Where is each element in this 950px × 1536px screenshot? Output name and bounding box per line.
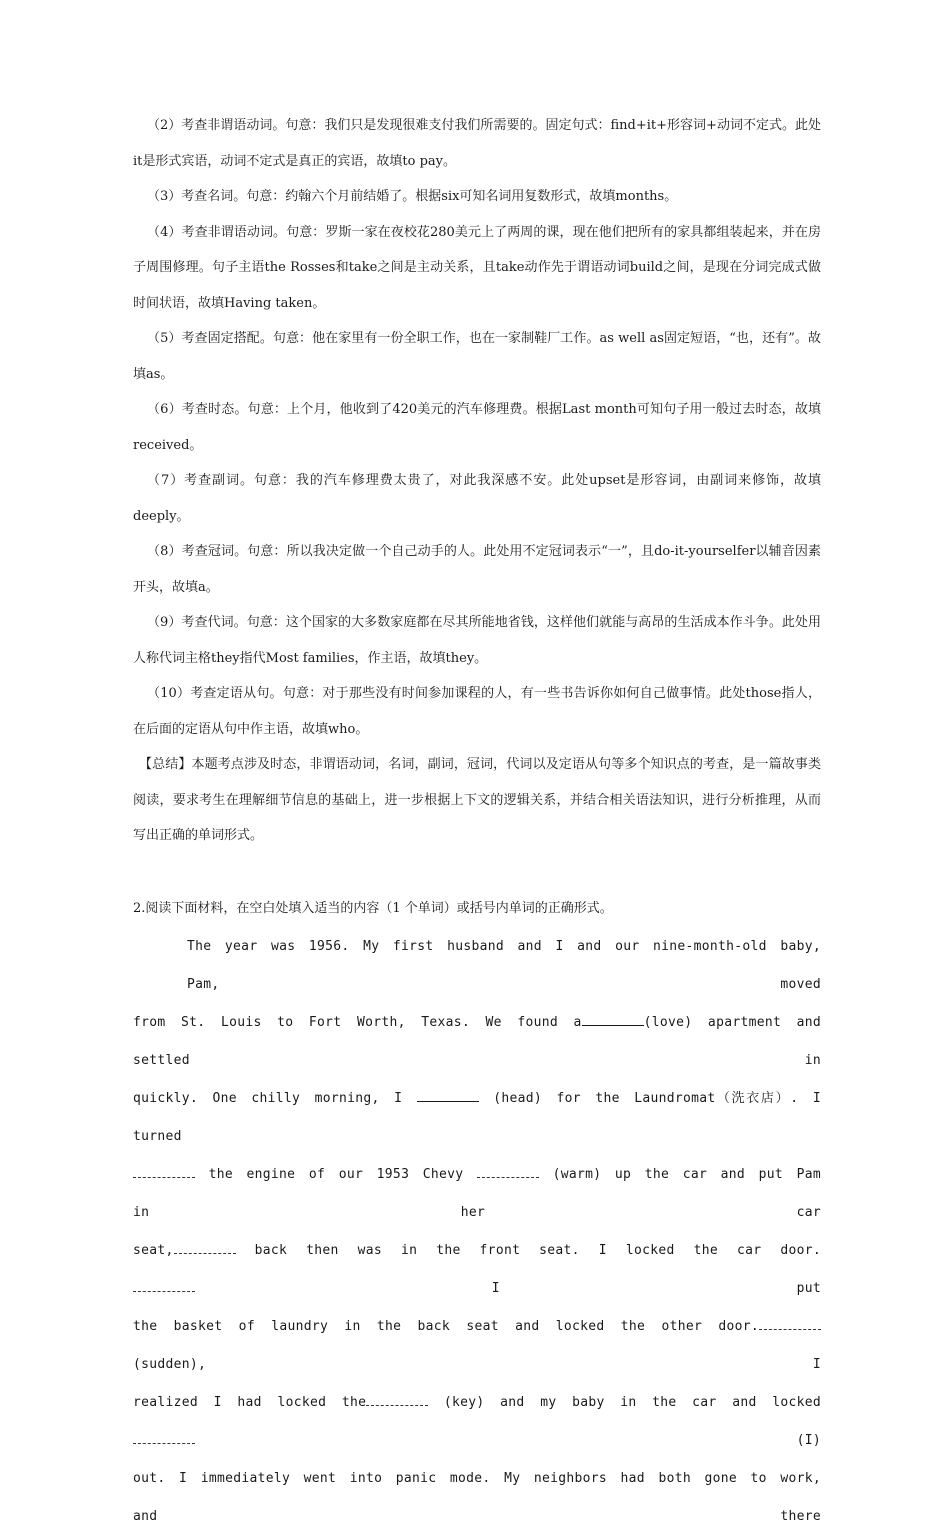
answer-blank[interactable]: [133, 1165, 195, 1178]
explanation-item: （6）考查时态。句意：上个月，他收到了420美元的汽车修理费。根据Last month可知句子用一般过去时态，故填received。: [133, 402, 821, 453]
passage-text: (sudden), I: [133, 1356, 821, 1372]
explanation-item: （5）考查固定搭配。句意：他在家里有一份全职工作，也在一家制鞋厂工作。as well as固定短语，“也，还有”。故填as。: [133, 331, 821, 382]
passage-line: [133, 1232, 821, 1308]
answer-blank[interactable]: [477, 1165, 539, 1178]
passage-text: out. I immediately went into panic mode. My neighbors had both gone to work, and there: [133, 1470, 821, 1524]
explanation-item: （8）考查冠词。句意：所以我决定做一个自己动手的人。此处用不定冠词表示“一”，且do-it-yourselfer以辅音因素开头，故填a。: [133, 544, 821, 595]
answer-blank[interactable]: [133, 1431, 195, 1444]
explanation-item: （3）考查名词。句意：约翰六个月前结婚了。根据six可知名词用复数形式，故填months。: [147, 189, 678, 204]
answer-blank[interactable]: [582, 1013, 644, 1026]
passage-text: seat,: [133, 1242, 174, 1258]
question-2-instruction: 2.阅读下面材料，在空白处填入适当的内容（1 个单词）或括号内单词的正确形式。: [133, 900, 613, 916]
passage-line: [133, 1384, 821, 1460]
passage-text: (love) apartment and settled in: [133, 1014, 821, 1068]
explanation-list: [133, 108, 821, 854]
answer-blank[interactable]: [133, 1279, 195, 1292]
explanation-item: （4）考查非谓语动词。句意：罗斯一家在夜校花280美元上了两周的课，现在他们把所有的家具都组装起来，并在房子周围修理。句子主语the Rosses和take之间是主动关系，且take动作先于谓语动词build之间，是现在分词完成式做时间状语，故填Having taken。: [133, 224, 821, 311]
passage-line: [133, 1004, 821, 1080]
answer-blank[interactable]: [366, 1393, 428, 1406]
passage-text: realized I had locked the: [133, 1394, 367, 1410]
passage-text: (key) and my baby in the car and locked: [428, 1394, 821, 1410]
passage-text: quickly. One chilly morning, I: [133, 1090, 417, 1106]
passage-text: (head) for the Laundromat（洗衣店）. I turned: [133, 1090, 821, 1144]
passage-text: The year was 1956. My first husband and I and our nine-month-old baby, Pam, moved: [187, 938, 821, 992]
passage-line: [133, 1156, 821, 1232]
explanation-item: （2）考查非谓语动词。句意：我们只是发现很难支付我们所需要的。固定句式：find+it+形容词+动词不定式。此处it是形式宾语，动词不定式是真正的宾语，故填to pay。: [133, 118, 821, 169]
document-content: [133, 108, 821, 1536]
passage-line: [133, 1080, 821, 1156]
passage-text: I put: [195, 1280, 821, 1296]
passage: [133, 928, 821, 1536]
passage-text: (I): [195, 1432, 821, 1448]
passage-text: (warm) up the car and put Pam in her car: [133, 1166, 821, 1220]
explanation-item: （7）考查副词。句意：我的汽车修理费太贵了，对此我深感不安。此处upset是形容词，由副词来修饰，故填deeply。: [133, 473, 821, 524]
answer-blank[interactable]: [174, 1241, 236, 1254]
answer-blank[interactable]: [417, 1089, 479, 1102]
summary: 【总结】本题考点涉及时态，非谓语动词，名词，副词，冠词，代词以及定语从句等多个知识点的考查，是一篇故事类阅读，要求考生在理解细节信息的基础上，进一步根据上下文的逻辑关系，并结合相关语法知识，进行分析推理，从而写出正确的单词形式。: [133, 757, 821, 843]
passage-line: [133, 928, 821, 1004]
passage-text: the basket of laundry in the back seat and locked the other door.: [133, 1318, 759, 1334]
explanation-item: （9）考查代词。句意：这个国家的大多数家庭都在尽其所能地省钱，这样他们就能与高昂的生活成本作斗争。此处用人称代词主格they指代Most families，作主语，故填they。: [133, 615, 821, 666]
answer-blank[interactable]: [759, 1317, 821, 1330]
passage-line: [133, 1460, 821, 1536]
passage-text: from St. Louis to Fort Worth, Texas. We found a: [133, 1014, 582, 1030]
passage-text: the engine of our 1953 Chevy: [195, 1166, 477, 1182]
explanation-item: （10）考查定语从句。句意：对于那些没有时间参加课程的人，有一些书告诉你如何自己做事情。此处those指人，在后面的定语从句中作主语，故填who。: [133, 686, 821, 737]
passage-text: back then was in the front seat. I locked the car door.: [235, 1242, 821, 1258]
